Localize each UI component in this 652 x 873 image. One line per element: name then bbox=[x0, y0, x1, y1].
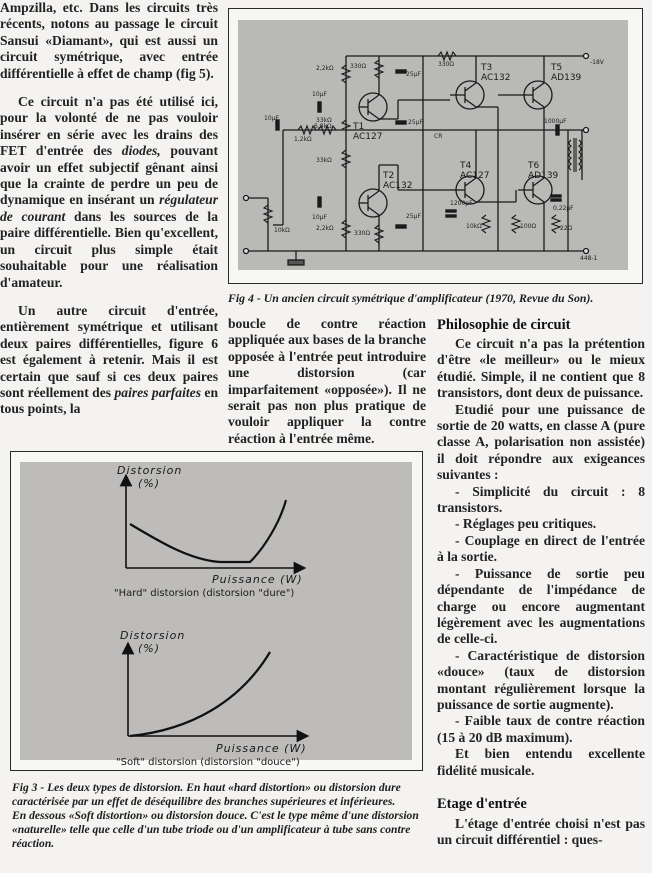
hard-distortion-chart bbox=[114, 464, 303, 599]
label-t4-type: AC127 bbox=[460, 171, 490, 181]
label-t1-type: AC127 bbox=[353, 132, 383, 142]
chart-subtitle: "Soft" distorsion (distorsion "douce") bbox=[116, 757, 300, 768]
label-c25-bot: 25µF bbox=[406, 213, 421, 220]
paragraph: Ampzilla, etc. Dans les circuits très récents, notons au passage le circuit Sansui «Diamant», qui est aussi un circuit symétrique, avec entrée différentielle à effet de champ (fig 5). bbox=[0, 0, 218, 81]
label-ref: 448-1 bbox=[580, 255, 598, 262]
y-axis-label: Distorsion bbox=[120, 629, 186, 642]
list-item: - Réglages peu critiques. bbox=[455, 516, 597, 532]
hard-distortion-curve bbox=[130, 500, 286, 562]
fig3-caption bbox=[12, 781, 424, 851]
paragraph: Et bien entendu excellente fidélité musicale. bbox=[437, 746, 645, 778]
label-c1200: 1200pF bbox=[450, 200, 473, 207]
middle-column bbox=[228, 316, 426, 447]
fig3-chart-area bbox=[20, 462, 412, 768]
text-run: pouvant avoir un effet subjectif gênant ainsi que la crainte de perdre un peu de dynamique en insérant un bbox=[0, 143, 218, 208]
paragraph: Etudié pour une puissance de sortie de 20 watts, en classe A (pure classe A, polarisation non assistée) il doit répondre aux exigeances suivantes : bbox=[437, 401, 645, 483]
label-r68k: 6,8kΩ bbox=[314, 123, 332, 130]
label-c022: 0,22µF bbox=[553, 205, 574, 212]
label-r330-bot: 330Ω bbox=[354, 230, 371, 237]
x-axis-label: Puissance (W) bbox=[212, 573, 303, 586]
label-t2-type: AC132 bbox=[383, 181, 413, 191]
section-heading: Etage d'entrée bbox=[437, 795, 527, 812]
left-column bbox=[0, 0, 218, 418]
label-t2: T2 bbox=[383, 171, 395, 181]
list-item: - Simplicité du circuit : 8 transistors. bbox=[437, 483, 645, 516]
paragraph: boucle de contre réaction appliquée aux bases de la branche opposée à l'entrée peut introduire une distorsion (car imparfaitement «opposée»). Il ne serait pas non plus pratique de vouloir appliquer la contre réaction à l'entrée même. bbox=[228, 316, 426, 446]
label-r10k: 10kΩ bbox=[466, 223, 482, 230]
label-c10-bot: 10µF bbox=[312, 214, 327, 221]
label-r22k-top: 2,2kΩ bbox=[316, 65, 334, 72]
text-run: dans les sources de la paire différentielle. Bien qu'excellent, un circuit plus simple était souhaitable pour une réalisation d'amateur. bbox=[0, 208, 218, 290]
paragraph bbox=[0, 303, 218, 418]
y-axis-unit: (%) bbox=[138, 642, 161, 655]
soft-distortion-curve bbox=[130, 652, 270, 736]
y-axis-label: Distorsion bbox=[117, 464, 183, 477]
fig3-frame bbox=[10, 451, 423, 771]
label-t3: T3 bbox=[481, 63, 493, 73]
label-t6: T6 bbox=[528, 161, 540, 171]
paragraph: Ce circuit n'a pas la prétention d'être «le meilleur» ou le mieux étudié. Simple, il ne contient que 8 transistors, dont deux de puissance. bbox=[437, 336, 645, 401]
label-t6-type: AD139 bbox=[528, 171, 559, 181]
emphasis: régulateur de courant bbox=[0, 192, 218, 224]
emphasis: paires parfaites bbox=[114, 384, 201, 400]
label-pot: 10kΩ bbox=[274, 227, 290, 234]
label-t5-type: AD139 bbox=[551, 73, 582, 83]
label-t1: T1 bbox=[353, 122, 365, 132]
label-t3-type: AC132 bbox=[481, 73, 511, 83]
list-item: - Couplage en direct de l'entrée à la sortie. bbox=[437, 532, 645, 565]
label-cr: CR bbox=[434, 133, 443, 140]
soft-distortion-chart bbox=[116, 629, 307, 768]
label-r22k-bot: 2,2kΩ bbox=[316, 225, 334, 232]
list-item: - Caractéristique de distorsion «douce» (taux de distorsion montant régulièrement lorsque la puissance de sortie augmente). bbox=[437, 647, 645, 712]
label-r12k: 1,2kΩ bbox=[294, 136, 312, 143]
section-heading: Philosophie de circuit bbox=[437, 317, 571, 333]
chart-subtitle: "Hard" distorsion (distorsion "dure") bbox=[114, 588, 295, 599]
paragraph: L'étage d'entrée choisi n'est pas un circuit différentiel : ques- bbox=[437, 815, 645, 848]
distortion-charts bbox=[20, 462, 412, 768]
text-run: en tous points, la bbox=[0, 384, 219, 417]
right-column bbox=[437, 316, 645, 849]
list-item: - Faible taux de contre réaction (15 à 20 dB maximum). bbox=[437, 713, 645, 745]
list-item: - Puissance de sortie peu dépendante de l'impédance de charge ou encore augmentant légèrement avec les augmentations de celle-ci. bbox=[437, 565, 645, 647]
paragraph bbox=[0, 94, 218, 291]
label-c10-top: 10µF bbox=[312, 91, 327, 98]
caption-line: Fig 3 - Les deux types de distorsion. En haut «hard distortion» ou distorsion dure caractérisée par un effet de déséquilibre des branches supérieures et inférieures. bbox=[12, 781, 401, 808]
label-r330-rail: 330Ω bbox=[438, 61, 455, 68]
label-t4: T4 bbox=[460, 161, 472, 171]
fig4-schematic bbox=[238, 20, 628, 270]
emphasis: diodes, bbox=[121, 143, 161, 159]
label-c25-mid: 25µF bbox=[408, 119, 423, 126]
label-supply: -18V bbox=[590, 59, 604, 66]
label-r33k-bot: 33kΩ bbox=[316, 157, 332, 164]
label-c10-in: 10µF bbox=[264, 115, 279, 122]
fig4-frame bbox=[228, 8, 643, 284]
label-r100: 100Ω bbox=[520, 223, 537, 230]
label-c1000: 1000µF bbox=[544, 118, 567, 125]
label-r22: 22Ω bbox=[560, 225, 573, 232]
x-axis-label: Puissance (W) bbox=[216, 742, 307, 755]
label-r33k-top: 33kΩ bbox=[316, 117, 332, 124]
label-c25-top: 25µF bbox=[406, 71, 421, 78]
circuit-schematic bbox=[238, 20, 628, 270]
caption-line: En dessous «Soft distortion» ou distorsion douce. C'est le type même d'une distorsion «naturelle» telle que celle d'un tube triode ou d'un amplificateur à tube sans contre réaction. bbox=[12, 809, 419, 850]
text-run: Ce circuit n'a pas été utilisé ici, pour la volonté de ne pas vouloir insérer en série avec les drains des FET d'entrée des bbox=[0, 94, 218, 159]
label-t5: T5 bbox=[551, 63, 563, 73]
y-axis-unit: (%) bbox=[138, 477, 161, 490]
label-r330-top: 330Ω bbox=[350, 63, 367, 70]
fig4-caption: Fig 4 - Un ancien circuit symétrique d'amplificateur (1970, Revue du Son). bbox=[228, 291, 594, 305]
text-run: Un autre circuit d'entrée, entièrement symétrique et utilisant deux paires différentielles, figure 6 est également à retenir. Mais il est certain que sauf si ces deux paires sont réellement des bbox=[0, 302, 218, 400]
